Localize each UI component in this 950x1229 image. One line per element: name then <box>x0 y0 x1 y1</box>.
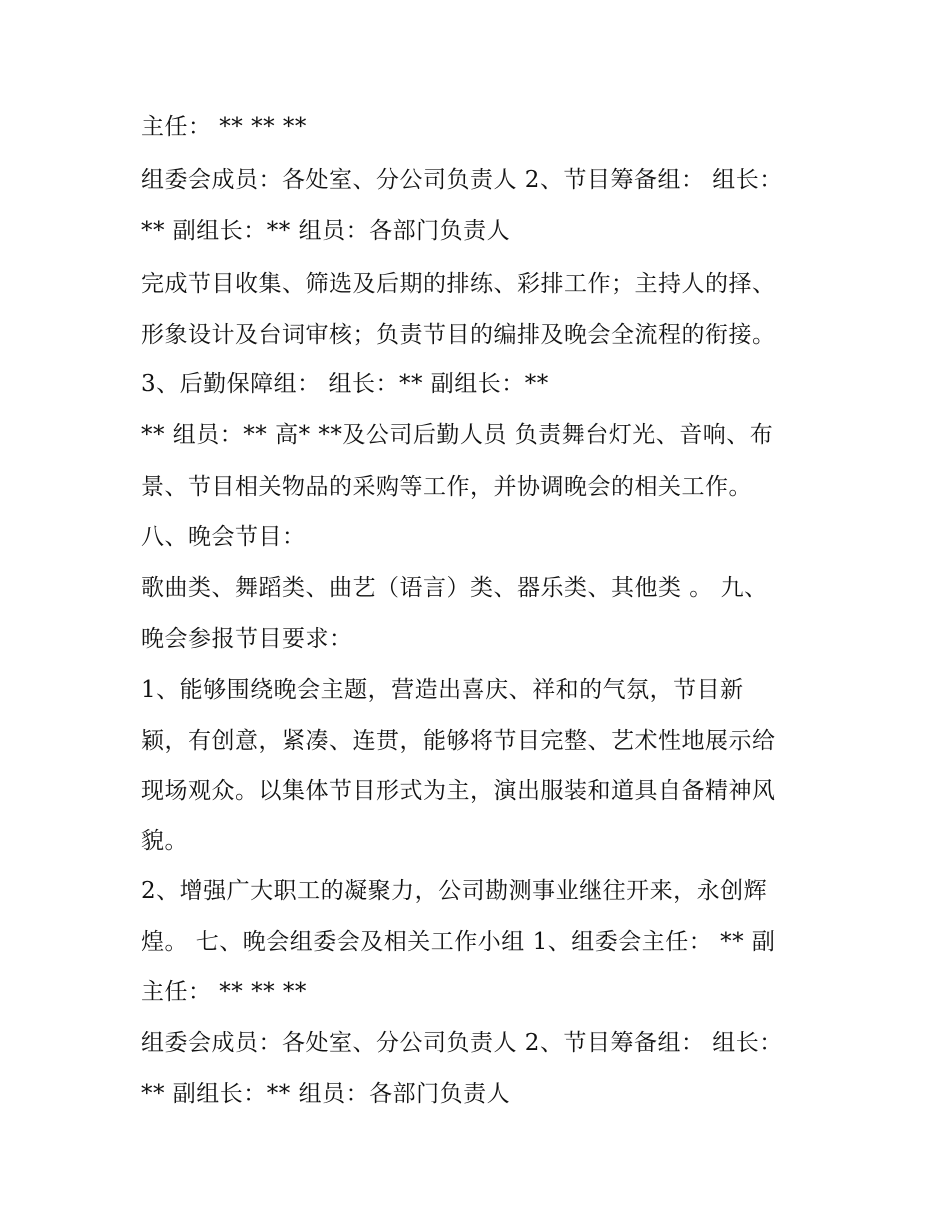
text-line: 八、晚会节目： <box>141 524 306 550</box>
text-line: 歌曲类、舞蹈类、曲艺（语言）类、器乐类、其他类 。 九、 <box>141 575 768 601</box>
text-line: 现场观众。以集体节目形式为主，演出服装和道具自备精神风 <box>141 778 776 804</box>
text-line: 1、能够围绕晚会主题，营造出喜庆、祥和的气氛，节目新 <box>141 677 744 703</box>
text-line: 形象设计及台词审核；负责节目的编排及晚会全流程的衔接。 <box>141 322 776 348</box>
text-line: 晚会参报节目要求： <box>141 626 353 652</box>
text-line: 貌。 <box>141 828 188 854</box>
text-line: 组委会成员：各处室、分公司负责人 2、节目筹备组： 组长： <box>141 1030 783 1056</box>
text-line: ** 副组长：** 组员：各部门负责人 <box>141 1081 511 1107</box>
text-line: 完成节目收集、筛选及后期的排练、彩排工作；主持人的择、 <box>141 271 776 297</box>
text-line: 颖，有创意，紧凑、连贯，能够将节目完整、艺术性地展示给 <box>141 728 776 754</box>
text-line: 景、节目相关物品的采购等工作，并协调晚会的相关工作。 <box>141 474 752 500</box>
text-line: 2、增强广大职工的凝聚力，公司勘测事业继往开来，永创辉 <box>141 878 768 904</box>
text-line: 煌。 七、晚会组委会及相关工作小组 1、组委会主任： ** 副 <box>141 929 776 955</box>
text-line: 主任： ** ** ** <box>141 114 307 140</box>
text-line: 主任： ** ** ** <box>141 979 307 1005</box>
text-line: ** 组员：** 高* **及公司后勤人员 负责舞台灯光、音响、布 <box>141 422 774 448</box>
text-line: 组委会成员：各处室、分公司负责人 2、节目筹备组： 组长： <box>141 167 783 193</box>
text-line: 3、后勤保障组： 组长：** 副组长：** <box>141 371 549 397</box>
text-line: ** 副组长：** 组员：各部门负责人 <box>141 218 511 244</box>
